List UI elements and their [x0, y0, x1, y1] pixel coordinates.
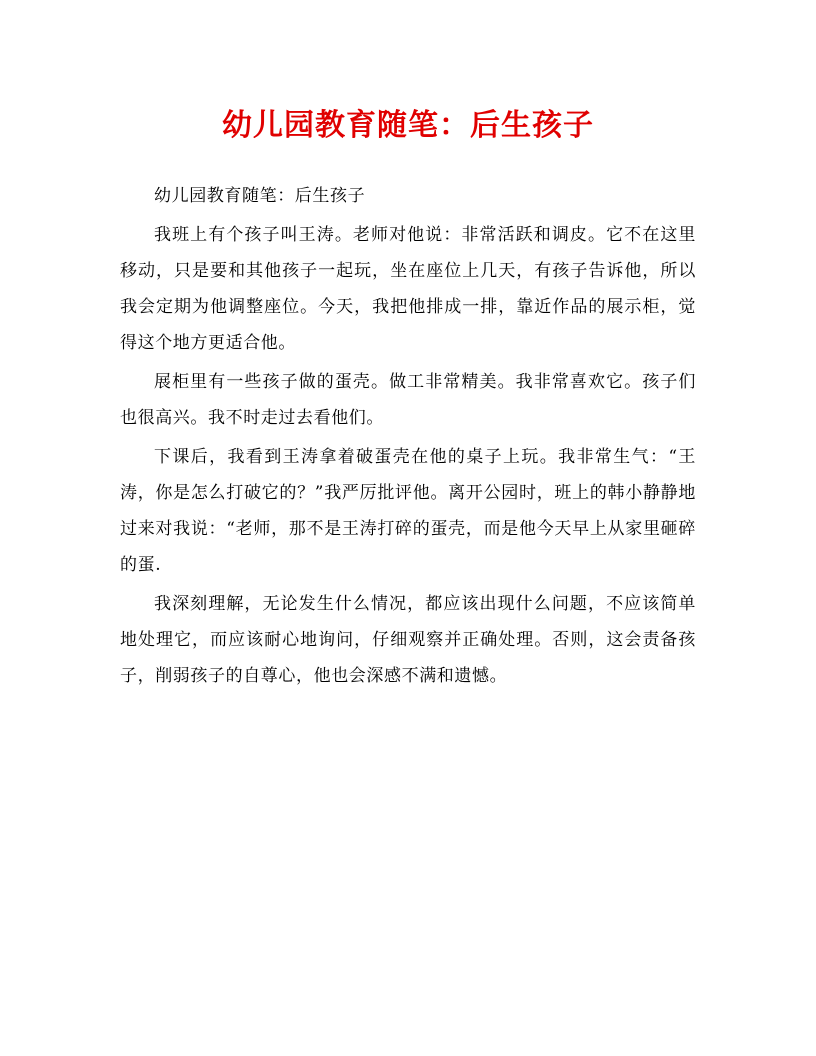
- paragraph: 我班上有个孩子叫王涛。老师对他说：非常活跃和调皮。它不在这里移动，只是要和其他孩子一起玩，坐在座位上几天，有孩子告诉他，所以我会定期为他调整座位。今天，我把他排成一排，靠近作品的展示柜，觉得这个地方更适合他。: [120, 225, 696, 353]
- document-title: 幼儿园教育随笔：后生孩子: [222, 108, 594, 143]
- paragraph: 下课后，我看到王涛拿着破蛋壳在他的桌子上玩。我非常生气：“王涛，你是怎么打破它的？”我严厉批评他。离开公园时，班上的韩小静静地过来对我说：“老师，那不是王涛打碎的蛋壳，而是他今天早上从家里砸碎的蛋.: [120, 447, 696, 575]
- document-body: [120, 178, 696, 694]
- subtitle-paragraph: 幼儿园教育随笔：后生孩子: [154, 186, 366, 206]
- paragraph: 展柜里有一些孩子做的蛋壳。做工非常精美。我非常喜欢它。孩子们也很高兴。我不时走过去看他们。: [120, 372, 696, 428]
- paragraph: 我深刻理解，无论发生什么情况，都应该出现什么问题，不应该简单地处理它，而应该耐心地询问，仔细观察并正确处理。否则，这会责备孩子，削弱孩子的自尊心，他也会深感不满和遗憾。: [120, 594, 696, 686]
